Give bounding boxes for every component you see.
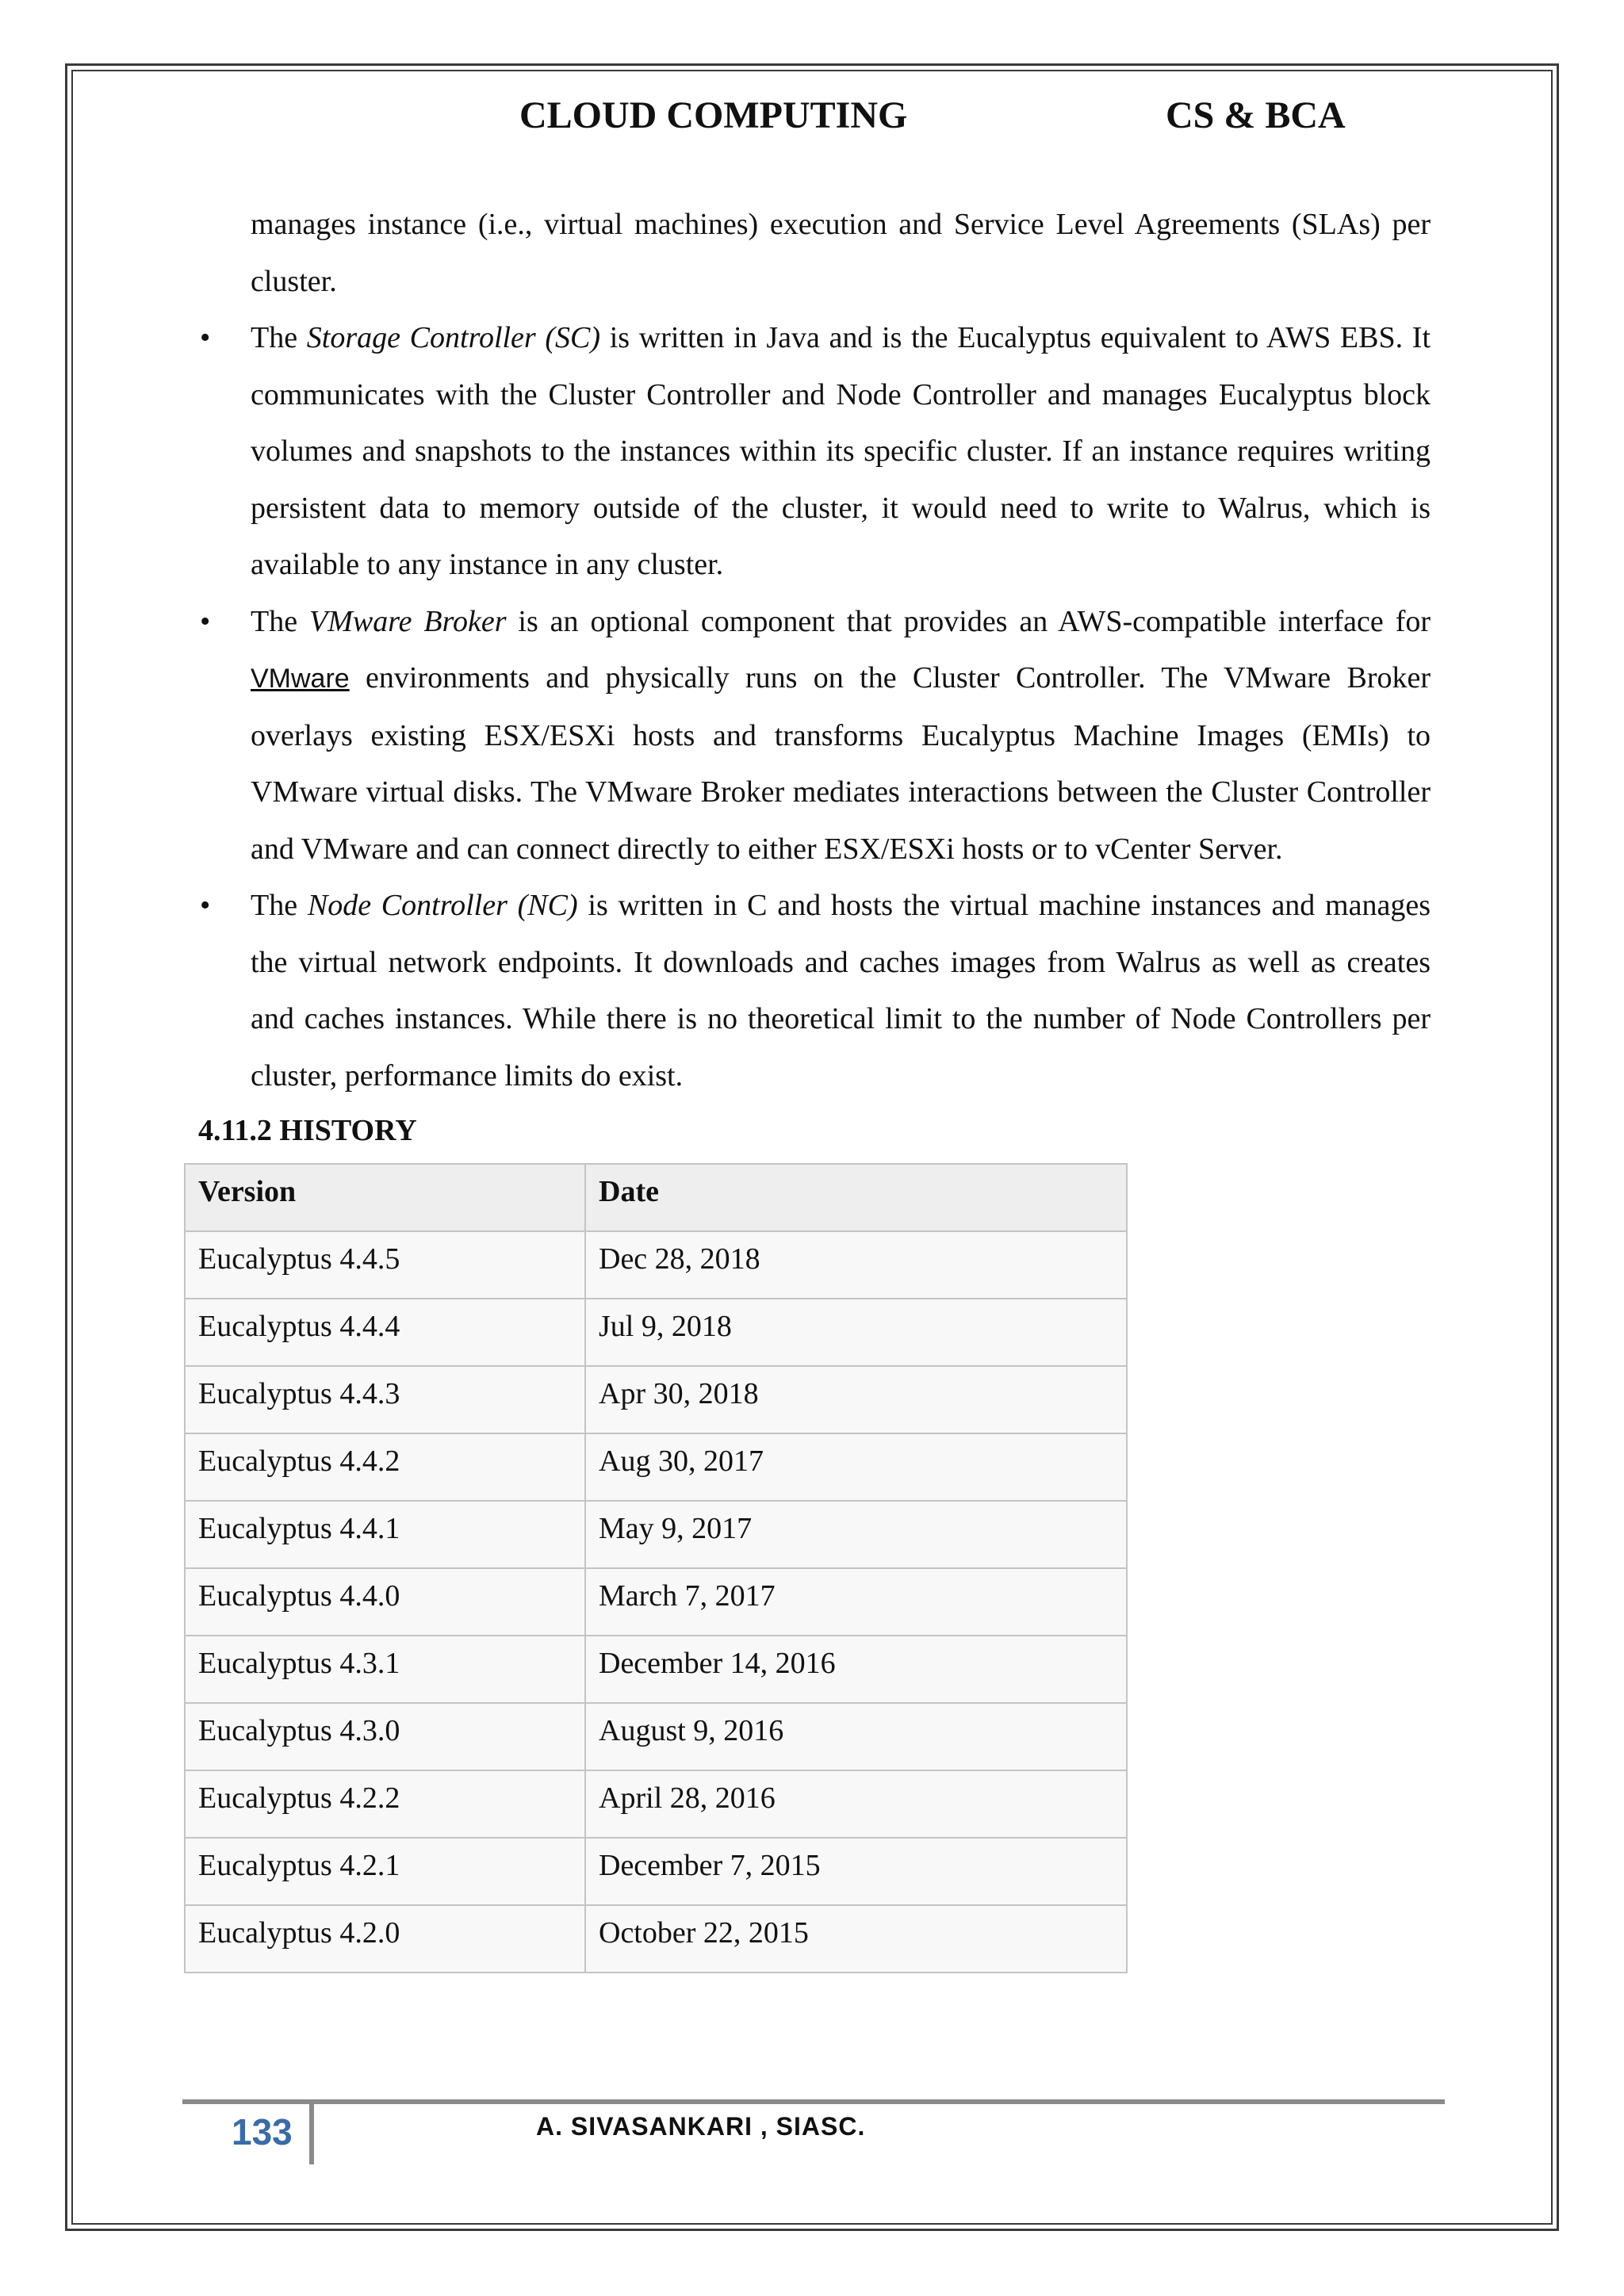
date-cell: Apr 30, 2018 <box>585 1366 1127 1433</box>
date-cell: December 14, 2016 <box>585 1636 1127 1703</box>
section-title-history: 4.11.2 HISTORY <box>198 1114 417 1147</box>
table-row <box>185 1703 1127 1770</box>
table-row <box>185 1636 1127 1703</box>
date-cell: May 9, 2017 <box>585 1501 1127 1568</box>
version-cell: Eucalyptus 4.4.4 <box>185 1299 585 1366</box>
table-row <box>185 1433 1127 1501</box>
bullet-vmware-broker <box>198 594 1431 878</box>
header-title: CLOUD COMPUTING <box>519 94 908 136</box>
bullet-text: The <box>251 604 309 638</box>
version-cell: Eucalyptus 4.4.1 <box>185 1501 585 1568</box>
footer-author: A. SIVASANKARI , SIASC. <box>536 2112 866 2141</box>
version-cell: Eucalyptus 4.4.5 <box>185 1231 585 1299</box>
page-content <box>198 197 1431 1973</box>
date-cell: Aug 30, 2017 <box>585 1433 1127 1501</box>
bullet-text: is written in C and hosts the virtual machine instances and manages the virtual network endpoints. It downloads and caches images from Walrus as well as creates and caches instances. While there is no theoretical limit to the number of Node Controllers per cluster, performance limits do exist. <box>251 889 1431 1093</box>
table-row <box>185 1366 1127 1433</box>
version-cell: Eucalyptus 4.3.0 <box>185 1703 585 1770</box>
version-cell: Eucalyptus 4.2.1 <box>185 1838 585 1905</box>
table-row <box>185 1231 1127 1299</box>
term-vmware-broker: VMware Broker <box>309 604 507 638</box>
table-row <box>185 1770 1127 1838</box>
date-cell: August 9, 2016 <box>585 1703 1127 1770</box>
bullet-text: The <box>251 889 308 922</box>
date-cell: Dec 28, 2018 <box>585 1231 1127 1299</box>
table-row <box>185 1905 1127 1973</box>
version-cell: Eucalyptus 4.2.0 <box>185 1905 585 1973</box>
version-cell: Eucalyptus 4.4.2 <box>185 1433 585 1501</box>
bullet-text: is an optional component that provides an AWS-compatible interface for <box>506 604 1431 638</box>
date-cell: April 28, 2016 <box>585 1770 1127 1838</box>
date-cell: March 7, 2017 <box>585 1568 1127 1636</box>
footer-divider <box>309 2104 314 2164</box>
date-cell: Jul 9, 2018 <box>585 1299 1127 1366</box>
bullet-storage-controller <box>198 310 1431 594</box>
date-cell: December 7, 2015 <box>585 1838 1127 1905</box>
bullet-text: environments and physically runs on the Cluster Controller. The VMware Broker overlays existing ESX/ESXi hosts and transforms Eucalyptus Machine Images (EMIs) to VMware virtual disks. The VMware Broker mediates interactions between the Cluster Controller and VMware and can connect directly to either ESX/ESXi hosts or to vCenter Server. <box>251 661 1431 866</box>
history-table <box>184 1163 1128 1973</box>
table-row <box>185 1568 1127 1636</box>
header-course: CS & BCA <box>1166 94 1346 136</box>
page-number: 133 <box>232 2111 293 2152</box>
table-row <box>185 1501 1127 1568</box>
page-header <box>0 94 1624 149</box>
term-node-controller: Node Controller (NC) <box>307 889 578 922</box>
version-cell: Eucalyptus 4.2.2 <box>185 1770 585 1838</box>
bullet-text: is written in Java and is the Eucalyptus equivalent to AWS EBS. It communicates with the Cluster Controller and Node Controller and manages Eucalyptus block volumes and snapshots to the instances within its specific cluster. If an instance requires writing persistent data to memory outside of the cluster, it would need to write to Walrus, which is available to any instance in any cluster. <box>251 321 1431 581</box>
version-cell: Eucalyptus 4.3.1 <box>185 1636 585 1703</box>
bullet-text: The <box>251 321 307 354</box>
bullet-node-controller <box>198 878 1431 1104</box>
table-row <box>185 1299 1127 1366</box>
table-row <box>185 1838 1127 1905</box>
version-cell: Eucalyptus 4.4.3 <box>185 1366 585 1433</box>
column-header-version: Version <box>185 1164 585 1231</box>
column-header-date: Date <box>585 1164 1127 1231</box>
footer-rule <box>182 2099 1445 2104</box>
date-cell: October 22, 2015 <box>585 1905 1127 1973</box>
table-header-row <box>185 1164 1127 1231</box>
vmware-link[interactable]: VMware <box>251 664 350 694</box>
term-storage-controller: Storage Controller (SC) <box>306 321 601 354</box>
version-cell: Eucalyptus 4.4.0 <box>185 1568 585 1636</box>
paragraph-continuation: manages instance (i.e., virtual machines) execution and Service Level Agreements (SLAs) per cluster. <box>251 208 1431 298</box>
